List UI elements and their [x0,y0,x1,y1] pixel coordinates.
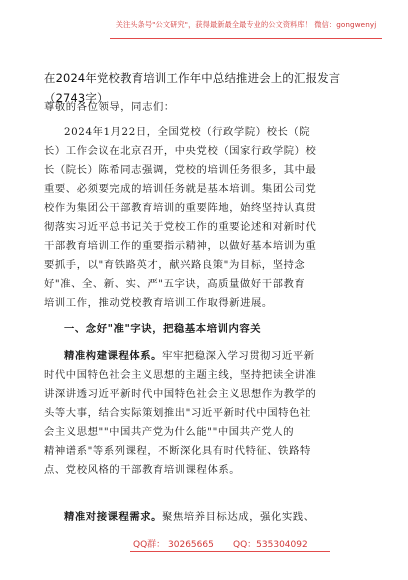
footer-qq-group: QQ群： 30265665 [133,540,214,550]
body-line: 点、党校风格的干部教育培训课程体系。 [44,464,241,476]
footer-qq: QQ：535304092 [233,540,308,550]
paragraph-lead [64,510,384,524]
header-banner [110,16,382,39]
body-line: 时代中国特色社会主义思想的主题主线，坚持把读全讲准 [44,369,317,381]
subheading: 精准对接课程需求。 [64,511,163,523]
section-heading: 一、念好"准"字诀，把稳基本培训内容关 [64,323,262,335]
body-line: 讲深讲透习近平新时代中国特色社会主义思想作为教学的 [44,388,317,400]
body-line: 好"准、全、新、实、严"五字诀，高质量做好干部教育 [44,278,306,290]
body-line: 培训工作，推动党校教育培训工作取得新进展。 [44,297,273,309]
body-line: 长）工作会议在北京召开，中央党校（国家行政学院）校 [44,145,317,157]
title-line-2: （2743字） [44,91,109,105]
body-line: 彻落实习近平总书记关于党校工作的重要论述和对新时代 [44,221,317,233]
body-line: 会主义思想""中国共产党为什么能""中国共产党人的 [44,426,295,438]
body-line: 头等大事，结合实际策划推出"习近平新时代中国特色社 [44,407,311,419]
body-line: 要抓手，以"育铁路英才，献兴路良策"为目标，坚持念 [44,259,306,271]
body-line: 干部教育培训工作的重要指示精神，以做好基本培训为重 [44,240,317,252]
footer-divider [130,551,330,552]
body-text: 聚焦培养目标达成，强化实践、 [162,511,315,523]
body-line: 2024年1月22日，全国党校（行政学院）校长（院 [64,126,311,138]
title-line-1: 在2024年党校教育培训工作年中总结推进会上的汇报发言 [44,71,341,85]
body-line: 重要、必须要完成的培训任务就是基本培训。集团公司党 [44,183,317,195]
paragraph-lead [64,349,384,363]
subheading: 精准构建课程体系。 [64,350,163,362]
footer-contacts [0,537,408,551]
salutation: 尊敬的各位领导，同志们： [44,101,175,113]
body-line: 校作为集团公干部教育培训的重要阵地，始终坚持认真贯 [44,202,317,214]
body-line: 精神谱系"等系列课程，不断深化具有时代特征、铁路特 [44,445,311,457]
body-line: 长（院长）陈希同志强调，党校的培训任务很多，其中最 [44,164,317,176]
body-text: 牢牢把稳深入学习贯彻习近平新 [162,350,315,362]
banner-text: 关注头条号"公文研究"，获得最新最全最专业的公文资料库！ 微信：gongwenyj [115,20,377,29]
